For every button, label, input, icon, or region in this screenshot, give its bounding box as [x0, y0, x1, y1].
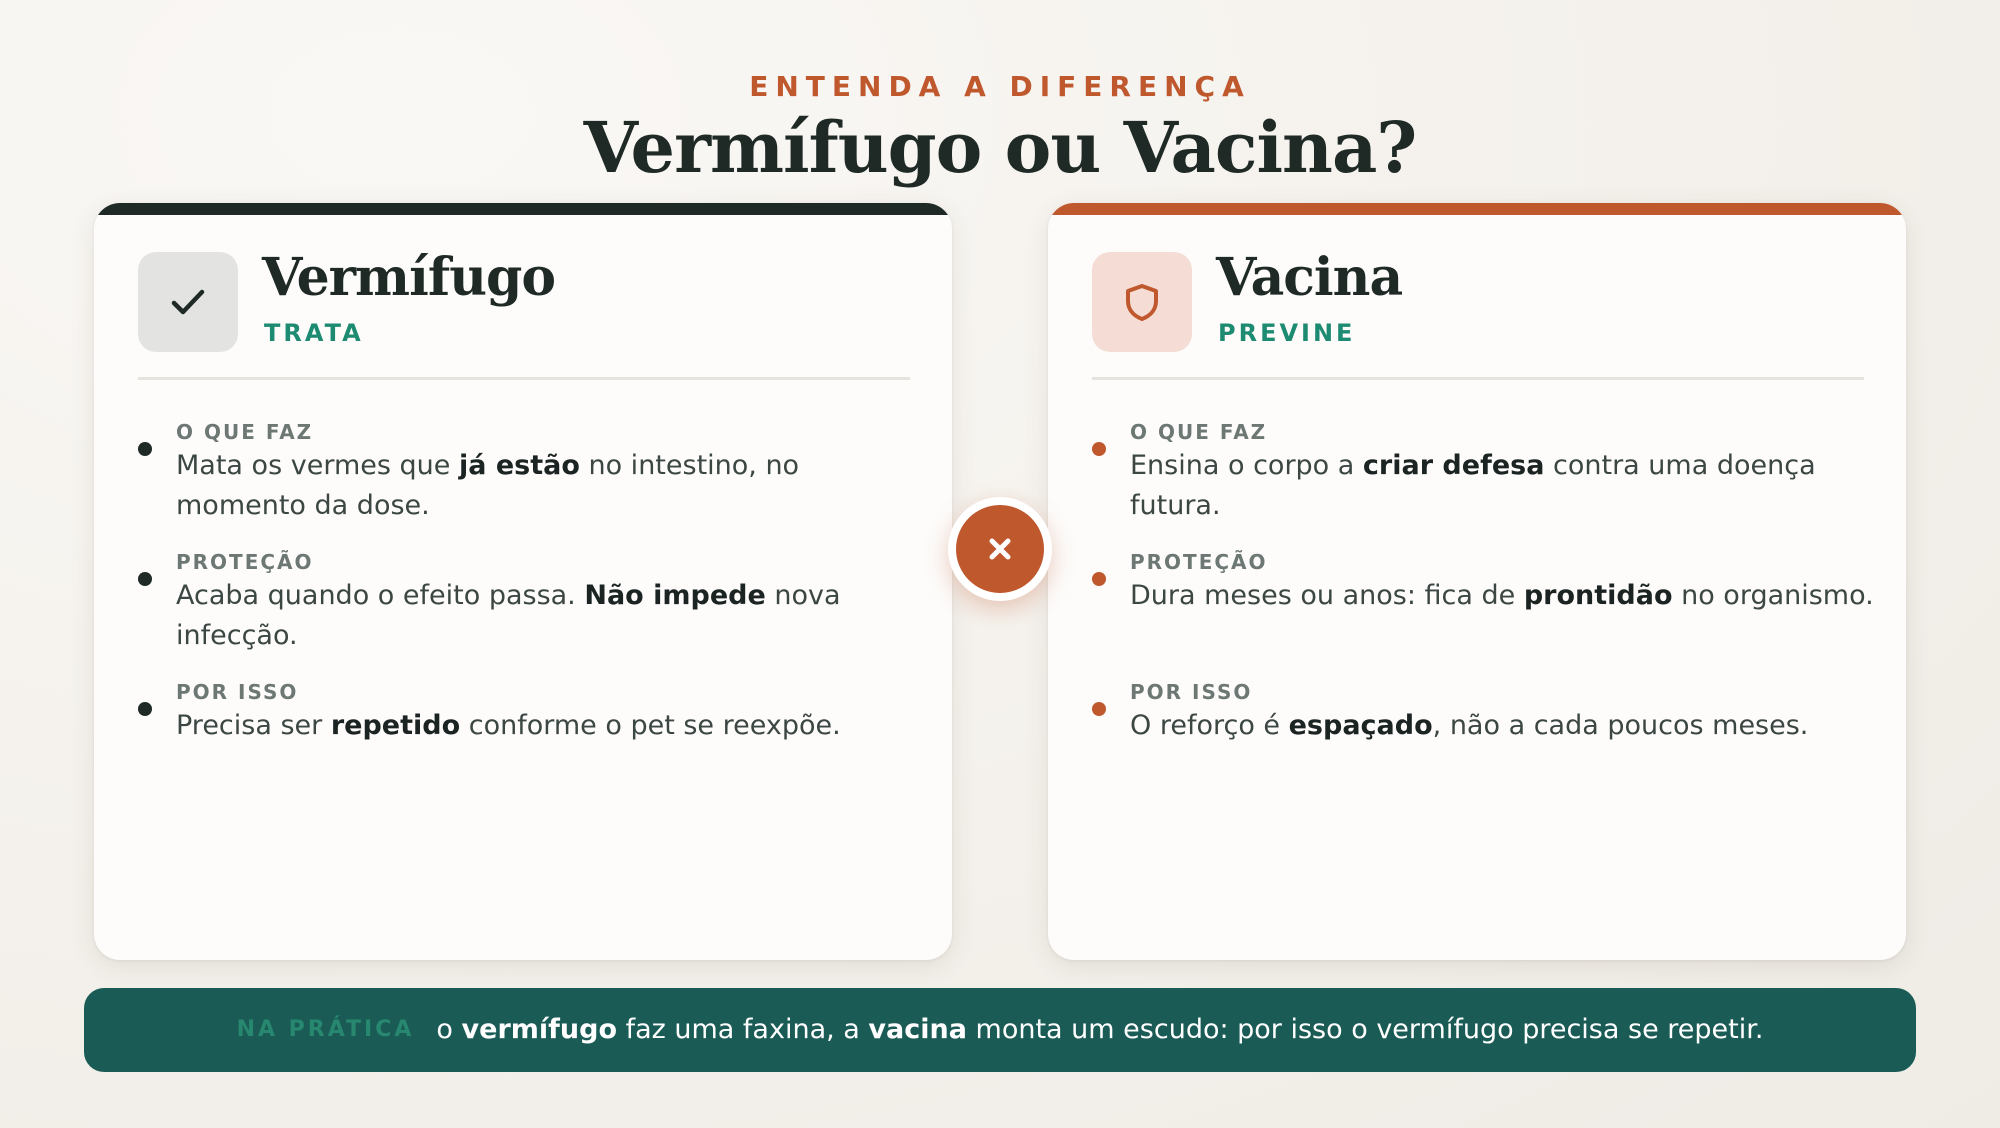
card-divider: [138, 377, 910, 380]
bullet-dot: [1092, 702, 1106, 716]
item-label: O QUE FAZ: [176, 420, 314, 444]
bullet-dot: [1092, 572, 1106, 586]
item-text: Acaba quando o efeito passa. Não impede nova infecção.: [176, 580, 841, 651]
page-title: Vermífugo ou Vacina?: [583, 106, 1417, 189]
bullet-dot: [1092, 442, 1106, 456]
card-vacina: [1048, 203, 1906, 960]
bullet-dot: [138, 442, 152, 456]
card-vermifugo: [94, 203, 952, 960]
practice-banner: [84, 988, 1916, 1072]
card-icon-box: [138, 252, 238, 352]
card-icon-box: [1092, 252, 1192, 352]
card-accent-bar: [94, 203, 952, 215]
versus-badge-inner: [956, 505, 1044, 593]
card-title: Vermífugo: [262, 247, 556, 308]
item-text: Precisa ser repetido conforme o pet se reexpõe.: [176, 710, 841, 741]
item-label: PROTEÇÃO: [176, 550, 314, 574]
card-subtitle: TRATA: [264, 319, 364, 347]
item-text: Ensina o corpo a criar defesa contra uma doença futura.: [1130, 450, 1816, 521]
item-text: O reforço é espaçado, não a cada poucos meses.: [1130, 710, 1809, 741]
item-label: PROTEÇÃO: [1130, 550, 1268, 574]
eyebrow-label: ENTENDA A DIFERENÇA: [749, 70, 1251, 103]
check-icon: [168, 282, 208, 322]
item-label: POR ISSO: [1130, 680, 1253, 704]
card-subtitle: PREVINE: [1218, 319, 1356, 347]
item-label: O QUE FAZ: [1130, 420, 1268, 444]
banner-message: o vermífugo faz uma faxina, a vacina monta um escudo: por isso o vermífugo precisa se repetir.: [436, 1014, 1764, 1045]
shield-icon: [1122, 282, 1162, 322]
item-label: POR ISSO: [176, 680, 299, 704]
bullet-dot: [138, 572, 152, 586]
card-title: Vacina: [1216, 247, 1403, 308]
close-icon: [985, 534, 1015, 564]
card-divider: [1092, 377, 1864, 380]
item-text: Dura meses ou anos: fica de prontidão no organismo.: [1130, 580, 1874, 611]
banner-tag: NA PRÁTICA: [236, 1017, 415, 1042]
item-text: Mata os vermes que já estão no intestino, no momento da dose.: [176, 450, 800, 521]
versus-badge: [948, 497, 1052, 601]
card-accent-bar: [1048, 203, 1906, 215]
bullet-dot: [138, 702, 152, 716]
